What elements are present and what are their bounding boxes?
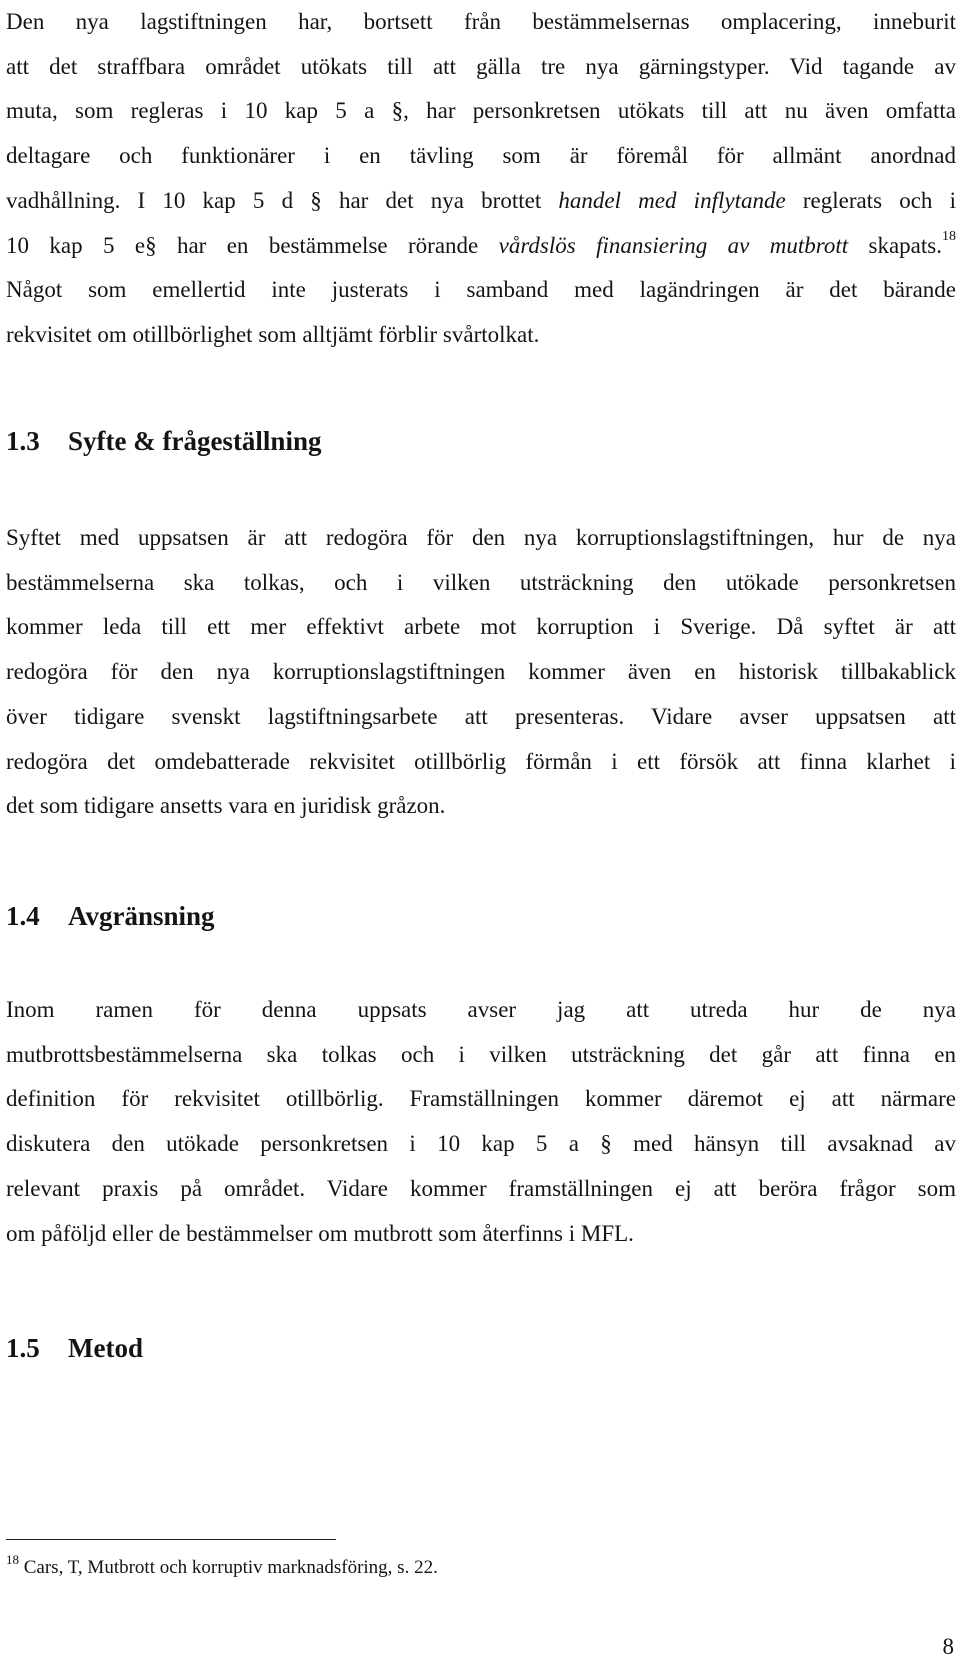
text-segment: skapats. — [848, 232, 942, 258]
text-line: Den nya lagstiftningen har, bortsett från bestämmelsernas omplacering, inneburit — [6, 9, 956, 34]
footnote — [6, 1551, 438, 1580]
text-line-with-emphasis — [6, 224, 956, 269]
text-segment: vadhållning. I 10 kap 5 d § har det nya brottet — [6, 187, 559, 213]
section-heading-metod — [6, 1331, 143, 1365]
text-line: diskutera den utökade personkretsen i 10 kap 5 a § med hänsyn till avsaknad av — [6, 1131, 956, 1157]
text-line: bestämmelserna ska tolkas, och i vilken utsträckning den utökade personkretsen — [6, 569, 956, 595]
text-line: redogöra för den nya korruptionslagstiftningen kommer även en historisk tillbakablick — [6, 659, 956, 685]
text-line: över tidigare svenskt lagstiftningsarbete att presenteras. Vidare avser uppsatsen att — [6, 703, 956, 729]
text-line: det som tidigare ansetts vara en juridisk gråzon. — [6, 793, 446, 819]
section-heading-avgransning — [6, 899, 215, 933]
text-segment: 10 kap 5 e§ har en bestämmelse rörande — [6, 232, 499, 258]
text-line: rekvisitet om otillbörlighet som alltjämt förblir svårtolkat. — [6, 321, 540, 347]
text-line: kommer leda till ett mer effektivt arbete mot korruption i Sverige. Då syftet är att — [6, 614, 956, 640]
text-line-with-emphasis — [6, 179, 956, 224]
text-line: redogöra det omdebatterade rekvisitet otillbörlig förmån i ett försök att finna klarhet i — [6, 748, 956, 774]
text-line: Inom ramen för denna uppsats avser jag att utreda hur de nya — [6, 997, 956, 1022]
text-line: Syftet med uppsatsen är att redogöra för den nya korruptionslagstiftningen, hur de nya — [6, 525, 956, 550]
page-number: 8 — [942, 1634, 954, 1659]
section-heading-syfte — [6, 424, 321, 458]
footnote-reference[interactable]: 18 — [942, 228, 956, 244]
text-line: om påföljd eller de bestämmelser om mutbrott som återfinns i MFL. — [6, 1220, 634, 1246]
paragraph-syfte — [6, 516, 956, 829]
footnote-text: Cars, T, Mutbrott och korruptiv marknadsföring, s. 22. — [23, 1557, 438, 1578]
section-title: Avgränsning — [68, 901, 215, 931]
emphasis-term: handel med inflytande — [558, 187, 786, 213]
paragraph-avgransning — [6, 988, 956, 1256]
text-line: muta, som regleras i 10 kap 5 a §, har personkretsen utökats till att nu även omfatta — [6, 98, 956, 124]
text-line: mutbrottsbestämmelserna ska tolkas och i vilken utsträckning det går att finna en — [6, 1041, 956, 1067]
emphasis-term: vårdslös finansiering av mutbrott — [498, 232, 849, 258]
paragraph-intro — [6, 0, 956, 358]
text-line: att det straffbara området utökats till att gälla tre nya gärningstyper. Vid tagande av — [6, 53, 956, 79]
section-number: 1.3 — [6, 426, 40, 456]
text-line: Något som emellertid inte justerats i samband med lagändringen är det bärande — [6, 277, 956, 303]
footnote-marker: 18 — [6, 1551, 19, 1567]
text-line: deltagare och funktionärer i en tävling som är föremål för allmänt anordnad — [6, 143, 956, 169]
section-number: 1.5 — [6, 1333, 40, 1363]
text-line: relevant praxis på området. Vidare kommer framställningen ej att beröra frågor som — [6, 1175, 956, 1201]
section-title: Syfte & frågeställning — [68, 426, 322, 456]
section-title: Metod — [68, 1333, 143, 1363]
footnote-separator — [6, 1539, 336, 1540]
section-number: 1.4 — [6, 901, 40, 931]
text-segment: reglerats och i — [785, 187, 956, 213]
text-line: definition för rekvisitet otillbörlig. Framställningen kommer däremot ej att närmare — [6, 1086, 956, 1112]
